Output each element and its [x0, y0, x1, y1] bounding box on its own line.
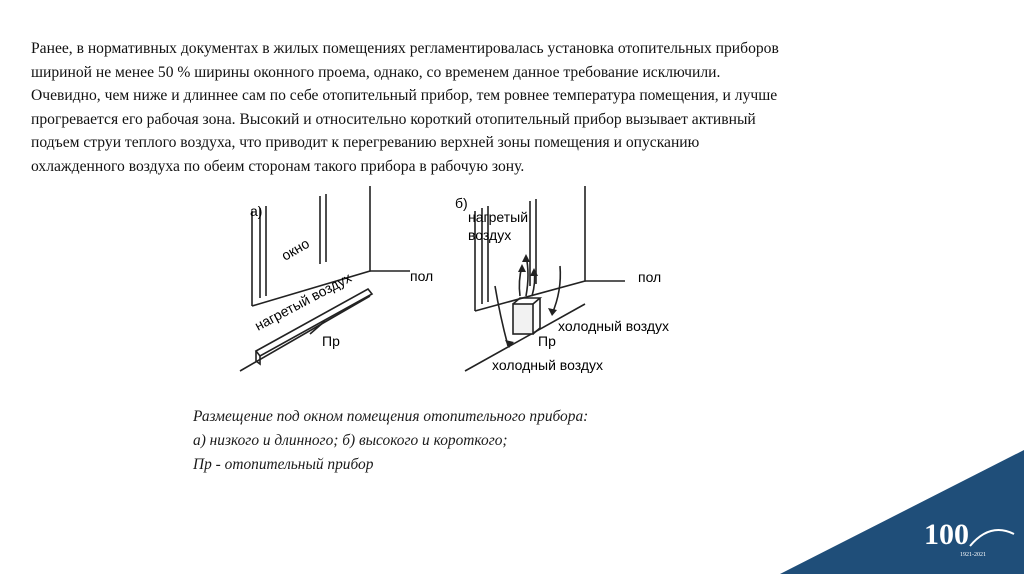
paragraph-line: подъем струи теплого воздуха, что приводит к перегреванию верхней зоны помещения и опусканию: [31, 134, 700, 152]
window-pane-a: [260, 206, 266, 298]
heated-air-label-a: нагретый воздух: [251, 269, 354, 334]
paragraph-line: шириной не менее 50 % ширины оконного проема, однако, со временем данное требование исключили.: [31, 63, 721, 81]
heater-b: [513, 304, 533, 334]
arrow-head: [518, 264, 526, 272]
floor-label-b: пол: [638, 269, 662, 285]
paragraph-line: Ранее, в нормативных документах в жилых помещениях регламентировалась установка отопительных приборов: [31, 40, 779, 57]
figure-drawing: [230, 186, 700, 386]
device-label-a: Пр: [322, 333, 340, 349]
device-label-b: Пр: [538, 333, 556, 349]
panel-b-label: б): [455, 195, 468, 211]
arrow-head: [522, 254, 530, 262]
intro-paragraph: [31, 37, 981, 179]
blue-wedge: [780, 450, 1024, 574]
heated-air-label-b2: воздух: [468, 227, 512, 243]
paragraph-line: охлажденного воздуха по обеим сторонам такого прибора в рабочую зону.: [31, 157, 525, 175]
caption-line: а) низкого и длинного; б) высокого и короткого;: [193, 432, 508, 450]
window-label: окно: [278, 235, 312, 264]
logo-number: 100: [924, 518, 969, 551]
logo-years: 1921-2021: [960, 552, 986, 558]
cold-air-label-bottom: холодный воздух: [492, 357, 603, 373]
heater-placement-figure: [230, 186, 700, 386]
panel-a-label: а): [250, 203, 263, 219]
figure-caption: [193, 405, 753, 478]
anniversary-logo-corner: [780, 440, 1024, 574]
cold-air-arrow: [495, 286, 508, 346]
floor-label-a: пол: [410, 268, 434, 284]
paragraph-line: прогревается его рабочая зона. Высокий и относительно короткий отопительный прибор вызывает активный: [31, 110, 756, 128]
heated-air-label-b1: нагретый: [468, 209, 529, 225]
paragraph-line: Очевидно, чем ниже и длиннее сам по себе отопительный прибор, тем ровнее температура помещения, и лучше: [31, 87, 778, 105]
arrow-head: [548, 308, 557, 316]
caption-line: Пр - отопительный прибор: [193, 456, 374, 474]
cold-air-label-right: холодный воздух: [558, 318, 669, 334]
window-mullion-a: [320, 194, 326, 264]
caption-line: Размещение под окном помещения отопительного прибора:: [193, 408, 589, 425]
logo-background: [780, 440, 1024, 574]
